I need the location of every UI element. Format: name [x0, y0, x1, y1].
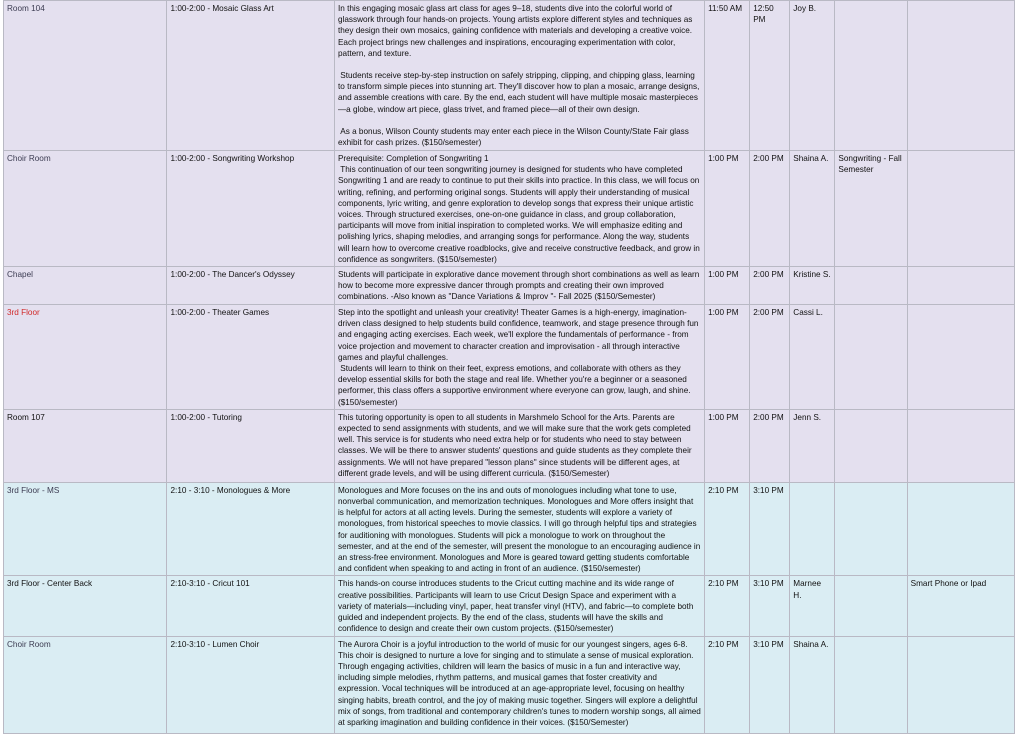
- supplies-cell[interactable]: [907, 409, 1014, 482]
- class-cell[interactable]: 1:00-2:00 - The Dancer's Odyssey: [167, 267, 334, 305]
- prerequisite-cell[interactable]: [835, 482, 907, 576]
- start-time-cell[interactable]: 1:00 PM: [705, 305, 750, 410]
- end-time-cell[interactable]: 2:00 PM: [750, 305, 790, 410]
- supplies-cell[interactable]: [907, 267, 1014, 305]
- location-cell[interactable]: 3rd Floor: [4, 305, 167, 410]
- table-row: [4, 576, 1015, 636]
- end-time-cell[interactable]: 2:00 PM: [750, 151, 790, 267]
- teacher-cell[interactable]: Cassi L.: [790, 305, 835, 410]
- location-cell[interactable]: 3rd Floor - MS: [4, 482, 167, 576]
- supplies-cell[interactable]: [907, 1, 1014, 151]
- supplies-cell[interactable]: [907, 305, 1014, 410]
- table-row: [4, 636, 1015, 733]
- description-paragraph: Students receive step-by-step instruction on safely stripping, clipping, and chipping glass, learning to transform simple pieces into stunning art. They'll discover how to plan a mosaic, arrange designs, and assemble creations with care. By the end, each student will have multiple mosaic masterpieces—a globe, window art piece, glass trivet, and framed piece—all of their own design.: [337, 71, 702, 114]
- teacher-cell[interactable]: Shaina A.: [790, 151, 835, 267]
- location-cell[interactable]: Room 104: [4, 1, 167, 151]
- description-cell[interactable]: [334, 305, 704, 410]
- description-paragraph: In this engaging mosaic glass art class for ages 9–18, students dive into the colorful world of glasswork through four hands-on projects. Young artists explore different styles and techniques as they design their own mosaics, gaining confidence with materials and developing a creative voice. Each project brings new challenges and inspirations, encouraging experimentation with color, pattern, and texture.: [337, 4, 695, 58]
- teacher-cell[interactable]: Shaina A.: [790, 636, 835, 733]
- description-paragraph: Prerequisite: Completion of Songwriting 1 This continuation of our teen songwriting journey is designed for students who have completed Songwriting 1 and are ready to continue to put their skills into practice. In this class, we will focus on writing, refining, and performing original songs. Students will apply their understanding of musical components, lyric writing, and genre exploration to develop songs that express their unique artistic voices. Through structured exercises, one-on-one guidance in class, and group collaboration, participants will move from initial inspiration to completed works. We will emphasize editing and polishing lyrics, shaping melodies, and arranging songs for performance. Along the way, students will learn how to overcome creative roadblocks, give and receive constructive feedback, and grow in confidence as songwriters. ($150/semester): [337, 154, 700, 264]
- end-time-cell[interactable]: 12:50 PM: [750, 1, 790, 151]
- prerequisite-cell[interactable]: [835, 636, 907, 733]
- start-time-cell[interactable]: 1:00 PM: [705, 267, 750, 305]
- end-time-cell[interactable]: 2:00 PM: [750, 267, 790, 305]
- prerequisite-cell[interactable]: [835, 409, 907, 482]
- table-row: [4, 1, 1015, 151]
- prerequisite-cell[interactable]: Songwriting - Fall Semester: [835, 151, 907, 267]
- table-row: [4, 151, 1015, 267]
- teacher-cell[interactable]: [790, 482, 835, 576]
- end-time-cell[interactable]: 3:10 PM: [750, 636, 790, 733]
- teacher-cell[interactable]: Joy B.: [790, 1, 835, 151]
- class-cell[interactable]: 1:00-2:00 - Songwriting Workshop: [167, 151, 334, 267]
- class-cell[interactable]: 2:10-3:10 - Lumen Choir: [167, 636, 334, 733]
- location-cell[interactable]: 3rd Floor - Center Back: [4, 576, 167, 636]
- end-time-cell[interactable]: 3:10 PM: [750, 576, 790, 636]
- end-time-cell[interactable]: 3:10 PM: [750, 482, 790, 576]
- description-paragraph: Monologues and More focuses on the ins and outs of monologues including what tone to use, nonverbal communication, and memorization techniques. Monologues and More offers insight that is helpful for actors at all acting levels. During the semester, students will explore a variety of monologues, from historical speeches to movie classics. I will go through helpful tips and strategies for auditioning with monologues. Students will pick a monologue to work on throughout the semester, and at the end of the semester, will present the monologue to an encouraging audience in an stress-free environment. Monologues and More is geared toward getting students comfortable and confident when speaking to and acting in front of an audience. ($150/semester): [337, 485, 703, 574]
- class-cell[interactable]: 1:00-2:00 - Theater Games: [167, 305, 334, 410]
- description-paragraph: Step into the spotlight and unleash your creativity! Theater Games is a high-energy, imagination-driven class designed to help students build confidence, teamwork, and stage presence through fun and engaging acting exercises. Each week, we'll explore the fundamentals of performance - from voice projection and movement to character creation and improvisation - all through interactive games and playful challenges. Students will learn to think on their feet, express emotions, and collaborate with others as they develop essential skills for both the stage and real life. Whether you're a beginner or a seasoned performer, this class offers a supportive environment where everyone can grow, laugh, and shine. ($150/semester): [337, 308, 699, 407]
- class-cell[interactable]: 1:00-2:00 - Mosaic Glass Art: [167, 1, 334, 151]
- start-time-cell[interactable]: 2:10 PM: [705, 482, 750, 576]
- description-cell[interactable]: [334, 1, 704, 151]
- description-paragraph: As a bonus, Wilson County students may enter each piece in the Wilson County/State Fair glass exhibit for cash prizes. ($150/semester): [337, 126, 692, 148]
- description-cell[interactable]: [334, 576, 704, 636]
- class-cell[interactable]: 2:10-3:10 - Cricut 101: [167, 576, 334, 636]
- supplies-cell[interactable]: [907, 636, 1014, 733]
- supplies-cell[interactable]: Smart Phone or Ipad: [907, 576, 1014, 636]
- start-time-cell[interactable]: 1:00 PM: [705, 151, 750, 267]
- description-cell[interactable]: [334, 151, 704, 267]
- location-cell[interactable]: Chapel: [4, 267, 167, 305]
- table-row: [4, 482, 1015, 576]
- table-row: [4, 409, 1015, 482]
- description-paragraph: The Aurora Choir is a joyful introduction to the world of music for our youngest singers, ages 6-8. This choir is designed to nurture a love for singing and to stimulate a sense of musical exploration. Through engaging activities, children will learn the basics of music in a fun and interactive way, including simple melodies, rhythm patterns, and musical games that foster creativity and expression. Vocal techniques will be introduced at an age-appropriate level, focusing on healthy singing habits, breath control, and the joy of making music together. Singers will explore a delightful mix of songs, from traditional and contemporary children's tunes to modern worship songs, all aimed at sparking imagination and building confidence in their voices. ($150/Semester): [337, 639, 704, 727]
- start-time-cell[interactable]: 2:10 PM: [705, 636, 750, 733]
- teacher-cell[interactable]: Marnee H.: [790, 576, 835, 636]
- prerequisite-cell[interactable]: [835, 1, 907, 151]
- schedule-table: [3, 0, 1015, 734]
- supplies-cell[interactable]: [907, 482, 1014, 576]
- start-time-cell[interactable]: 1:00 PM: [705, 409, 750, 482]
- description-cell[interactable]: [334, 267, 704, 305]
- description-cell[interactable]: [334, 636, 704, 733]
- location-cell[interactable]: Room 107: [4, 409, 167, 482]
- class-cell[interactable]: 2:10 - 3:10 - Monologues & More: [167, 482, 334, 576]
- description-paragraph: Students will participate in explorative dance movement through short combinations as well as learn how to become more expressive dancer through prompts and creating their own improved combinations. -Also known as "Dance Variations & Improv "- Fall 2025 ($150/Semester): [337, 270, 702, 302]
- class-cell[interactable]: 1:00-2:00 - Tutoring: [167, 409, 334, 482]
- end-time-cell[interactable]: 2:00 PM: [750, 409, 790, 482]
- prerequisite-cell[interactable]: [835, 267, 907, 305]
- description-cell[interactable]: [334, 409, 704, 482]
- prerequisite-cell[interactable]: [835, 576, 907, 636]
- start-time-cell[interactable]: 2:10 PM: [705, 576, 750, 636]
- prerequisite-cell[interactable]: [835, 305, 907, 410]
- location-cell[interactable]: Choir Room: [4, 151, 167, 267]
- teacher-cell[interactable]: Jenn S.: [790, 409, 835, 482]
- location-cell[interactable]: Choir Room: [4, 636, 167, 733]
- description-paragraph: This tutoring opportunity is open to all students in Marshmelo School for the Arts. Parents are expected to send assignments with students, and we will make sure that the work gets completed well. This service is for students who need extra help or for students who need to stay between classes. We will be there to answer students' questions and guide students as they complete their assignments. We will not have prepared "lesson plans" since students will be different ages, at different grade levels, and will be using different curricula. ($150/Semester): [337, 412, 694, 478]
- supplies-cell[interactable]: [907, 151, 1014, 267]
- table-row: [4, 267, 1015, 305]
- start-time-cell[interactable]: 11:50 AM: [705, 1, 750, 151]
- table-row: [4, 305, 1015, 410]
- description-paragraph: This hands-on course introduces students to the Cricut cutting machine and its wide range of creative possibilities. Participants will learn to use Cricut Design Space and experiment with a variety of materials—including vinyl, paper, heat transfer vinyl (HTV), and fabric—to complete both guided and independent projects. By the end of the class, students will have the skills and confidence to design and create their own custom projects. ($150/semester): [337, 579, 696, 634]
- description-cell[interactable]: [334, 482, 704, 576]
- teacher-cell[interactable]: Kristine S.: [790, 267, 835, 305]
